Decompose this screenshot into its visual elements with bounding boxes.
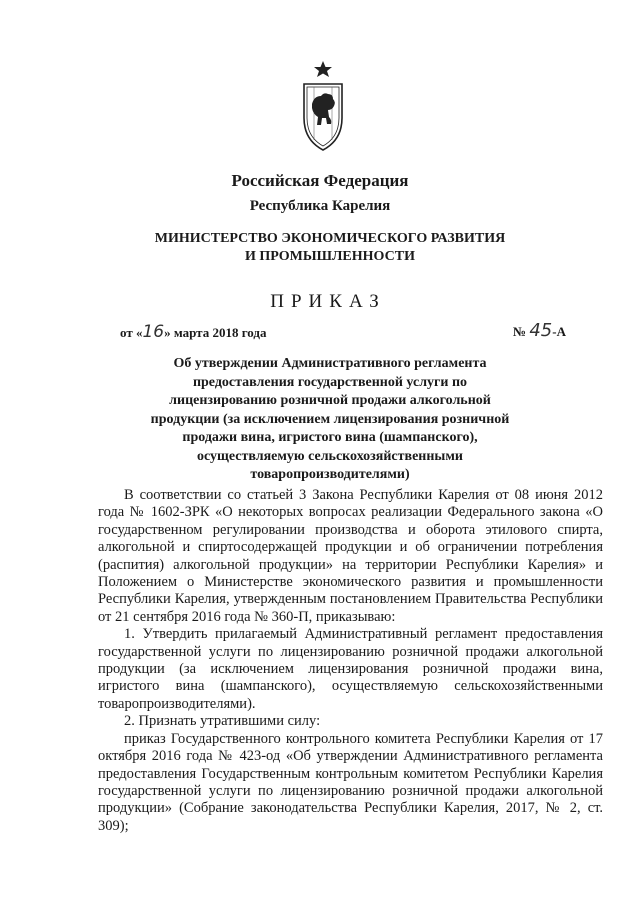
paragraph-preamble: В соответствии со статьей 3 Закона Республики Карелия от 08 июня 2012 года № 1602-ЗРК «О некоторых вопросах реализации Федерального закона «О государственном регулировании производства и оборота этилового спирта, алкогольной и спиртосодержащей продукции и об ограничении потребления (распития) алкогольной продукции» на территории Республики Карелия» и Положением о Министерстве экономического развития и промышленности Республики Карелия, утвержденным постановлением Правительства Республики от 21 сентября 2016 года № 360-П, приказываю: (98, 487, 603, 625)
document-type-heading: ПРИКАЗ (270, 291, 386, 312)
number-suffix: -А (552, 324, 566, 339)
coat-of-arms-icon (300, 60, 346, 152)
order-title: Об утверждении Административного регламента предоставления государственной услуги по лицензированию розничной продажи алкогольной продукции (за исключением лицензирования розничной продажи вина, игристого вина (шампанского), осуществляемую сельскохозяйственными товаропроизводителями) (150, 356, 510, 482)
country-heading: Российская Федерация (231, 171, 409, 190)
date-day-handwritten: 16 (142, 322, 165, 342)
paragraph-item-1: 1. Утвердить прилагаемый Административный регламент предоставления государственной услуги по лицензированию розничной продажи алкогольной продукции (за исключением лицензирования розничной продажи вина, игристого вина (шампанского), осуществляемую сельскохозяйственными товаропроизводителями). (98, 626, 603, 712)
order-date (120, 322, 267, 342)
paragraph-item-2: 2. Признать утратившими силу: (124, 713, 321, 730)
region-heading: Республика Карелия (249, 198, 391, 214)
order-body (98, 487, 603, 835)
number-prefix: № (513, 324, 527, 339)
paragraph-repealed-order: приказ Государственного контрольного комитета Республики Карелия от 17 октября 2016 года № 423-од «Об утверждении Административного регламента предоставления Государственным контрольным комитетом Республики Карелия государственной услуги по лицензированию розничной продажи алкогольной продукции» (Собрание законодательства Республики Карелия, 2017, № 2, ст. 309); (98, 730, 603, 834)
order-number (513, 320, 566, 341)
number-value-handwritten: 45 (529, 320, 553, 341)
ministry-heading: МИНИСТЕРСТВО ЭКОНОМИЧЕСКОГО РАЗВИТИЯ И ПРОМЫШЛЕННОСТИ (154, 231, 506, 264)
date-suffix: » марта 2018 года (164, 325, 267, 340)
date-prefix: от « (120, 325, 143, 340)
